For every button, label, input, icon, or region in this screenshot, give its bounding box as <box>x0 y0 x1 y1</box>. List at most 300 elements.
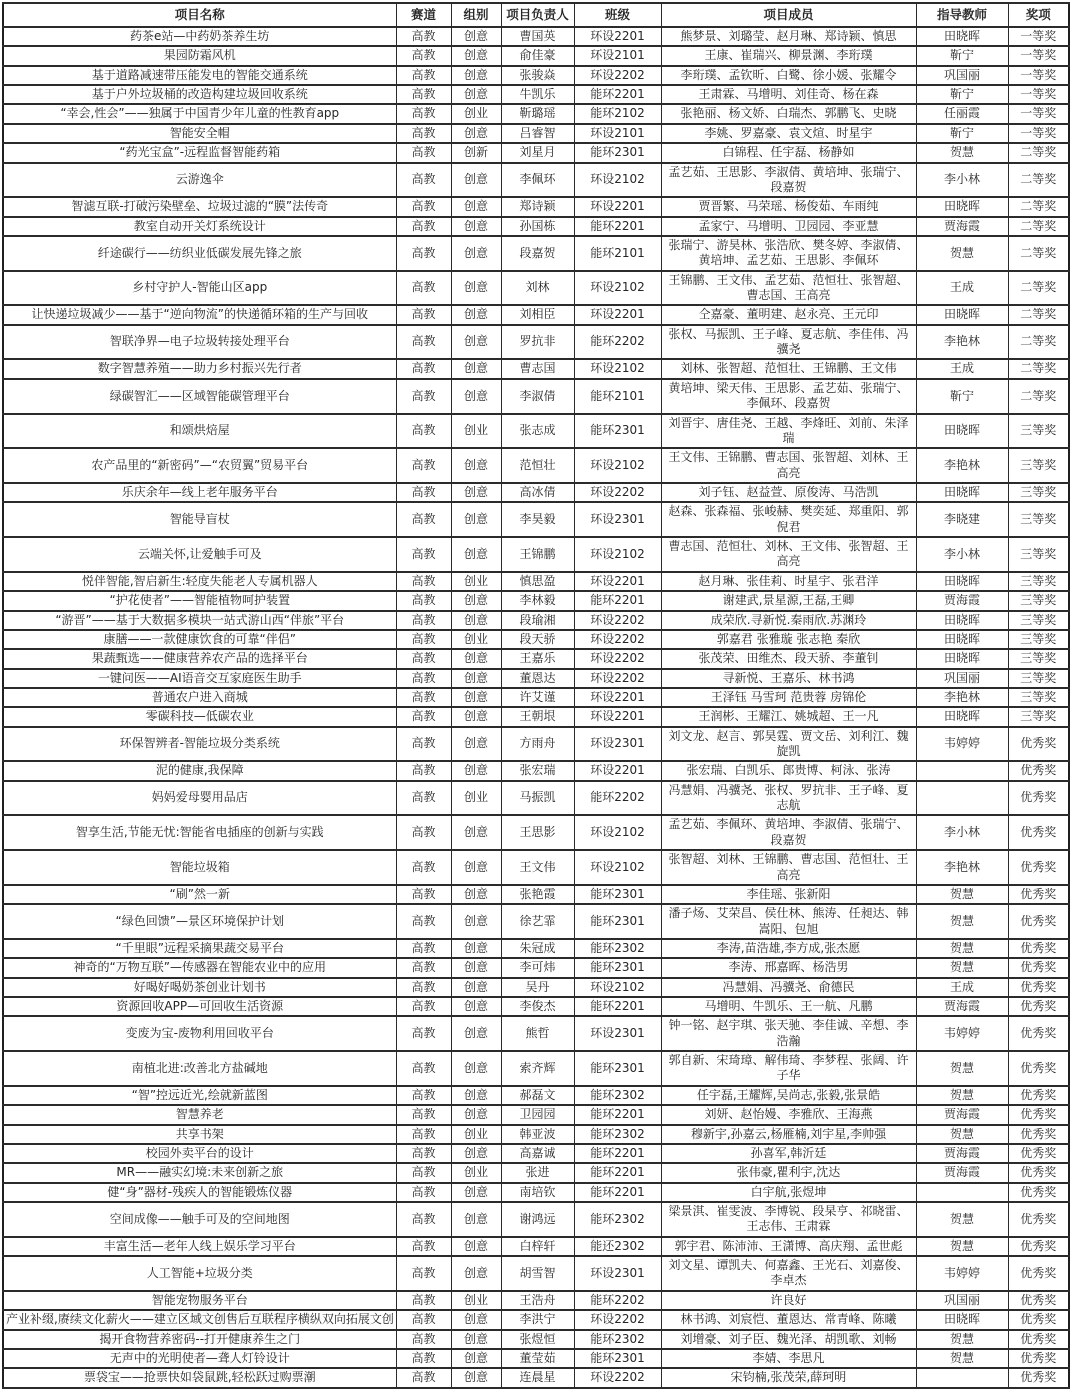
table-row <box>3 850 1069 885</box>
cell-track: 高教 <box>396 163 451 198</box>
cell-award: 二等奖 <box>1008 163 1069 198</box>
cell-project-name: “幸会,性会”——独属于中国青少年儿童的性教育app <box>3 104 396 123</box>
cell-teacher: 贺慧 <box>916 1349 1008 1368</box>
cell-award: 三等奖 <box>1008 537 1069 572</box>
cell-leader: 连晨星 <box>501 1368 574 1387</box>
cell-group: 创意 <box>451 1183 501 1202</box>
cell-track: 高教 <box>396 611 451 630</box>
cell-members: 潘子炀、艾荣昌、侯仕林、熊涛、任昶达、韩嵩阳、包旭 <box>661 904 916 939</box>
cell-members: 王肃霖、马增明、刘佳奇、杨在森 <box>661 85 916 104</box>
cell-track: 高教 <box>396 502 451 537</box>
cell-class: 环设2202 <box>574 483 661 502</box>
cell-members: 张宏瑞、白凯乐、郎贵博、柯泳、张涛 <box>661 761 916 780</box>
table-row <box>3 1349 1069 1368</box>
cell-track: 高教 <box>396 1368 451 1387</box>
cell-track: 高教 <box>396 104 451 123</box>
cell-leader: 徐艺霏 <box>501 904 574 939</box>
cell-teacher: 贾海霞 <box>916 591 1008 610</box>
cell-track: 高教 <box>396 143 451 162</box>
cell-leader: 索齐辉 <box>501 1051 574 1086</box>
cell-award: 三等奖 <box>1008 669 1069 688</box>
cell-track: 高教 <box>396 885 451 904</box>
cell-leader: 张艳霞 <box>501 885 574 904</box>
cell-track: 高教 <box>396 781 451 816</box>
cell-award: 优秀奖 <box>1008 1183 1069 1202</box>
cell-leader: 高嘉诚 <box>501 1144 574 1163</box>
cell-leader: 李林毅 <box>501 591 574 610</box>
cell-group: 创意 <box>451 815 501 850</box>
cell-track: 高教 <box>396 27 451 46</box>
cell-award: 优秀奖 <box>1008 1016 1069 1051</box>
cell-project-name: “智”控远近光,绘就新蓝图 <box>3 1086 396 1105</box>
cell-track: 高教 <box>396 815 451 850</box>
cell-track: 高教 <box>396 1086 451 1105</box>
cell-group: 创意 <box>451 904 501 939</box>
cell-class: 能环2302 <box>574 1202 661 1237</box>
cell-members: 孟家宁、马增明、卫园园、李亚慧 <box>661 217 916 236</box>
cell-members: 刘妍、赵怡嫚、李雅欣、王海燕 <box>661 1105 916 1124</box>
cell-members: 梁景淇、崔雯波、李博锐、段杲亨、祁晓雷、王志伟、王肃霖 <box>661 1202 916 1237</box>
cell-class: 能环2202 <box>574 781 661 816</box>
cell-track: 高教 <box>396 448 451 483</box>
col-header-award: 奖项 <box>1008 3 1069 27</box>
cell-members: 熊梦景、刘璐莹、赵月琳、郑诗颖、慎思 <box>661 27 916 46</box>
table-body <box>3 27 1069 1388</box>
cell-track: 高教 <box>396 761 451 780</box>
cell-track: 高教 <box>396 483 451 502</box>
table-row <box>3 104 1069 123</box>
cell-members: 张瑞宁、游昊林、张浩欣、樊冬婷、李淑倩、黄培坤、孟艺茹、王思影、李佩环 <box>661 236 916 271</box>
table-row <box>3 502 1069 537</box>
cell-group: 创意 <box>451 1237 501 1256</box>
cell-group: 创意 <box>451 1310 501 1329</box>
cell-track: 高教 <box>396 572 451 591</box>
table-row <box>3 46 1069 65</box>
cell-group: 创意 <box>451 1105 501 1124</box>
table-row <box>3 1163 1069 1182</box>
cell-group: 创意 <box>451 1144 501 1163</box>
cell-track: 高教 <box>396 688 451 707</box>
cell-leader: 南培钦 <box>501 1183 574 1202</box>
cell-class: 能环2201 <box>574 85 661 104</box>
table-row <box>3 958 1069 977</box>
table-header <box>3 3 1069 27</box>
cell-teacher: 田晓晖 <box>916 572 1008 591</box>
cell-project-name: 零碳科技—低碳农业 <box>3 707 396 726</box>
table-row <box>3 1368 1069 1387</box>
table-row <box>3 414 1069 449</box>
cell-award: 优秀奖 <box>1008 1256 1069 1291</box>
table-row <box>3 885 1069 904</box>
cell-members: 王锦鹏、王文伟、孟艺茹、范恒壮、张智超、曹志国、王高亮 <box>661 271 916 306</box>
cell-group: 创意 <box>451 1349 501 1368</box>
cell-project-name: “刷”然一新 <box>3 885 396 904</box>
cell-project-name: 神奇的“万物互联”—传感器在智能农业中的应用 <box>3 958 396 977</box>
cell-class: 环设2102 <box>574 850 661 885</box>
cell-award: 优秀奖 <box>1008 1291 1069 1310</box>
cell-leader: 韩亚波 <box>501 1125 574 1144</box>
cell-track: 高教 <box>396 1349 451 1368</box>
cell-members: 黄培坤、梁天伟、王思影、孟艺茹、张瑞宁、李佩环、段嘉贺 <box>661 379 916 414</box>
cell-project-name: 好喝好喝奶茶创业计划书 <box>3 978 396 997</box>
cell-members: 郭自新、宋琦璋、解伟琦、李梦程、张阔、许子华 <box>661 1051 916 1086</box>
cell-leader: 王浩舟 <box>501 1291 574 1310</box>
cell-leader: 熊哲 <box>501 1016 574 1051</box>
cell-class: 环设2202 <box>574 630 661 649</box>
cell-award: 二等奖 <box>1008 359 1069 378</box>
cell-teacher: 贺慧 <box>916 1330 1008 1349</box>
cell-group: 创意 <box>451 163 501 198</box>
cell-project-name: “千里眼”远程采摘果蔬交易平台 <box>3 939 396 958</box>
table-row <box>3 27 1069 46</box>
cell-group: 创业 <box>451 414 501 449</box>
cell-project-name: 智享生活,节能无忧:智能省电插座的创新与实践 <box>3 815 396 850</box>
table-row <box>3 572 1069 591</box>
cell-teacher: 李艳林 <box>916 688 1008 707</box>
cell-award: 一等奖 <box>1008 66 1069 85</box>
cell-teacher: 田晓晖 <box>916 305 1008 324</box>
cell-leader: 王文伟 <box>501 850 574 885</box>
cell-teacher: 巩国丽 <box>916 669 1008 688</box>
cell-project-name: 共享书架 <box>3 1125 396 1144</box>
cell-teacher: 李小林 <box>916 815 1008 850</box>
cell-class: 环设2201 <box>574 761 661 780</box>
cell-leader: 罗抗非 <box>501 325 574 360</box>
cell-leader: 李洪宁 <box>501 1310 574 1329</box>
cell-class: 环设2301 <box>574 502 661 537</box>
cell-members: 张伟豪,瞿利宇,沈达 <box>661 1163 916 1182</box>
cell-group: 创意 <box>451 850 501 885</box>
table-row <box>3 1202 1069 1237</box>
cell-leader: 李可炜 <box>501 958 574 977</box>
cell-class: 环设2101 <box>574 124 661 143</box>
cell-group: 创业 <box>451 1291 501 1310</box>
col-header-members: 项目成员 <box>661 3 916 27</box>
cell-project-name: 药茶e站—中药奶茶养生坊 <box>3 27 396 46</box>
cell-class: 能环2301 <box>574 143 661 162</box>
table-row <box>3 163 1069 198</box>
cell-group: 创意 <box>451 124 501 143</box>
cell-teacher: 李艳林 <box>916 850 1008 885</box>
table-row <box>3 669 1069 688</box>
cell-teacher: 韦婷婷 <box>916 727 1008 762</box>
cell-members: 李婧、李思凡 <box>661 1349 916 1368</box>
cell-group: 创意 <box>451 591 501 610</box>
cell-project-name: 智能宠物服务平台 <box>3 1291 396 1310</box>
cell-class: 环设2301 <box>574 1016 661 1051</box>
cell-award: 三等奖 <box>1008 649 1069 668</box>
cell-members: 孟艺茹、李佩环、黄培坤、李淑倩、张瑞宁、段嘉贺 <box>661 815 916 850</box>
cell-teacher: 田晓晖 <box>916 649 1008 668</box>
table-row <box>3 236 1069 271</box>
table-row <box>3 143 1069 162</box>
cell-class: 环设2202 <box>574 611 661 630</box>
cell-members: 王文伟、王锦鹏、曹志国、张智超、刘林、王高亮 <box>661 448 916 483</box>
table-row <box>3 688 1069 707</box>
cell-class: 环设2201 <box>574 197 661 216</box>
cell-leader: 张骏焱 <box>501 66 574 85</box>
cell-track: 高教 <box>396 1144 451 1163</box>
cell-class: 环设2301 <box>574 727 661 762</box>
cell-group: 创意 <box>451 217 501 236</box>
table-row <box>3 305 1069 324</box>
cell-project-name: 南植北进:改善北方盐碱地 <box>3 1051 396 1086</box>
cell-class: 环设2102 <box>574 978 661 997</box>
cell-leader: 马振凯 <box>501 781 574 816</box>
cell-members: 穆新宇,孙嘉云,杨雁楠,刘宇星,李帅强 <box>661 1125 916 1144</box>
cell-award: 二等奖 <box>1008 197 1069 216</box>
cell-class: 环设2202 <box>574 669 661 688</box>
awards-table <box>2 2 1070 1389</box>
cell-leader: 吕睿智 <box>501 124 574 143</box>
cell-teacher: 贺慧 <box>916 1051 1008 1086</box>
cell-teacher <box>916 1183 1008 1202</box>
cell-teacher: 王成 <box>916 359 1008 378</box>
cell-award: 一等奖 <box>1008 85 1069 104</box>
cell-track: 高教 <box>396 1256 451 1291</box>
cell-leader: 吴丹 <box>501 978 574 997</box>
table-row <box>3 978 1069 997</box>
cell-class: 能环2102 <box>574 104 661 123</box>
cell-project-name: 基于户外垃圾桶的改造构建垃圾回收系统 <box>3 85 396 104</box>
cell-award: 优秀奖 <box>1008 1368 1069 1387</box>
cell-teacher: 贺慧 <box>916 1237 1008 1256</box>
table-row <box>3 271 1069 306</box>
col-header-group: 组别 <box>451 3 501 27</box>
cell-track: 高教 <box>396 414 451 449</box>
table-row <box>3 217 1069 236</box>
cell-project-name: 农产品里的“新密码”—“农贸翼”贸易平台 <box>3 448 396 483</box>
cell-members: 谢建武,景星源,王磊,王卿 <box>661 591 916 610</box>
cell-members: 李姚、罗嘉豪、袁文煊、时星宇 <box>661 124 916 143</box>
cell-award: 优秀奖 <box>1008 727 1069 762</box>
cell-project-name: 普通农户进入商城 <box>3 688 396 707</box>
cell-award: 优秀奖 <box>1008 815 1069 850</box>
cell-teacher: 贾海霞 <box>916 217 1008 236</box>
cell-class: 能环2101 <box>574 236 661 271</box>
cell-award: 二等奖 <box>1008 305 1069 324</box>
table-row <box>3 379 1069 414</box>
cell-leader: 刘林 <box>501 271 574 306</box>
cell-track: 高教 <box>396 1237 451 1256</box>
cell-teacher: 巩国丽 <box>916 66 1008 85</box>
table-row <box>3 1051 1069 1086</box>
cell-members: 宋钧楠,张茂荣,薛珂明 <box>661 1368 916 1387</box>
cell-members: 赵月琳、张佳莉、时星宇、张君洋 <box>661 572 916 591</box>
cell-teacher: 贺慧 <box>916 1202 1008 1237</box>
cell-teacher <box>916 781 1008 816</box>
cell-track: 高教 <box>396 325 451 360</box>
cell-award: 优秀奖 <box>1008 1237 1069 1256</box>
cell-track: 高教 <box>396 939 451 958</box>
cell-track: 高教 <box>396 236 451 271</box>
cell-teacher: 贺慧 <box>916 939 1008 958</box>
cell-teacher <box>916 1368 1008 1387</box>
cell-class: 能环2101 <box>574 379 661 414</box>
table-row <box>3 727 1069 762</box>
cell-project-name: 妈妈爱母婴用品店 <box>3 781 396 816</box>
cell-teacher: 韦婷婷 <box>916 1016 1008 1051</box>
cell-award: 优秀奖 <box>1008 958 1069 977</box>
table-row <box>3 611 1069 630</box>
cell-project-name: 健“身”器材-残疾人的智能锻炼仪器 <box>3 1183 396 1202</box>
cell-award: 优秀奖 <box>1008 1310 1069 1329</box>
cell-group: 创意 <box>451 305 501 324</box>
cell-group: 创意 <box>451 197 501 216</box>
cell-class: 能环2201 <box>574 1163 661 1182</box>
cell-members: 李涛,苗浩雄,李方成,张杰愿 <box>661 939 916 958</box>
cell-teacher: 田晓晖 <box>916 483 1008 502</box>
table-row <box>3 124 1069 143</box>
cell-group: 创意 <box>451 997 501 1016</box>
cell-members: 刘文龙、赵言、郭昊霆、贾文岳、刘利江、魏旋凯 <box>661 727 916 762</box>
cell-group: 创意 <box>451 502 501 537</box>
cell-members: 刘子钰、赵益萱、原俊涛、马浩凯 <box>661 483 916 502</box>
cell-track: 高教 <box>396 649 451 668</box>
cell-group: 创意 <box>451 978 501 997</box>
cell-class: 能环2202 <box>574 1291 661 1310</box>
cell-track: 高教 <box>396 85 451 104</box>
cell-leader: 牛凯乐 <box>501 85 574 104</box>
cell-project-name: 果蔬甄选——健康营养农产品的选择平台 <box>3 649 396 668</box>
cell-group: 创新 <box>451 143 501 162</box>
cell-teacher: 靳宁 <box>916 124 1008 143</box>
cell-teacher: 贾海霞 <box>916 1144 1008 1163</box>
cell-track: 高教 <box>396 1016 451 1051</box>
cell-project-name: 云游逸伞 <box>3 163 396 198</box>
cell-group: 创意 <box>451 707 501 726</box>
cell-teacher: 靳宁 <box>916 379 1008 414</box>
cell-group: 创意 <box>451 483 501 502</box>
cell-group: 创意 <box>451 1016 501 1051</box>
cell-members: 刘文星、谭凯夫、何嘉鑫、王光石、刘嘉俊、李卓杰 <box>661 1256 916 1291</box>
cell-project-name: 教室自动开关灯系统设计 <box>3 217 396 236</box>
cell-class: 环设2102 <box>574 448 661 483</box>
cell-leader: 张煜恒 <box>501 1330 574 1349</box>
col-header-class: 班级 <box>574 3 661 27</box>
cell-teacher: 贺慧 <box>916 904 1008 939</box>
cell-project-name: 绿碳智汇——区域智能碳管理平台 <box>3 379 396 414</box>
table-row <box>3 66 1069 85</box>
cell-track: 高教 <box>396 1125 451 1144</box>
cell-teacher: 田晓晖 <box>916 611 1008 630</box>
cell-leader: 王嘉乐 <box>501 649 574 668</box>
cell-award: 三等奖 <box>1008 630 1069 649</box>
cell-group: 创意 <box>451 1202 501 1237</box>
cell-leader: 郝磊文 <box>501 1086 574 1105</box>
cell-project-name: 人工智能+垃圾分类 <box>3 1256 396 1291</box>
cell-project-name: 悦伴智能,智启新生:轻度失能老人专属机器人 <box>3 572 396 591</box>
cell-project-name: 丰富生活—老年人线上娱乐学习平台 <box>3 1237 396 1256</box>
cell-class: 环设2201 <box>574 572 661 591</box>
cell-teacher: 李晓建 <box>916 502 1008 537</box>
cell-members: 白锦程、任宇磊、杨静如 <box>661 143 916 162</box>
cell-members: 刘晋宇、唐佳尧、王越、李烽旺、刘前、朱泽瑞 <box>661 414 916 449</box>
cell-track: 高教 <box>396 591 451 610</box>
cell-award: 优秀奖 <box>1008 1105 1069 1124</box>
cell-group: 创意 <box>451 939 501 958</box>
cell-track: 高教 <box>396 359 451 378</box>
cell-group: 创意 <box>451 359 501 378</box>
cell-project-name: 无声中的光明使者—聋人灯铃设计 <box>3 1349 396 1368</box>
cell-leader: 段天骄 <box>501 630 574 649</box>
cell-class: 环设2202 <box>574 1310 661 1329</box>
cell-award: 一等奖 <box>1008 27 1069 46</box>
cell-award: 优秀奖 <box>1008 781 1069 816</box>
table-row <box>3 761 1069 780</box>
cell-track: 高教 <box>396 1202 451 1237</box>
table-row <box>3 707 1069 726</box>
cell-award: 二等奖 <box>1008 143 1069 162</box>
cell-teacher: 贺慧 <box>916 1086 1008 1105</box>
cell-class: 能环2302 <box>574 1330 661 1349</box>
cell-leader: 靳璐瑶 <box>501 104 574 123</box>
cell-project-name: 让快递垃圾减少——基于“逆向物流”的快递循环箱的生产与回收 <box>3 305 396 324</box>
cell-project-name: 智能垃圾箱 <box>3 850 396 885</box>
cell-teacher: 任丽霞 <box>916 104 1008 123</box>
cell-group: 创意 <box>451 271 501 306</box>
cell-project-name: 票袋宝——抢票快如袋鼠跳,轻松跃过购票潮 <box>3 1368 396 1387</box>
table-row <box>3 904 1069 939</box>
cell-members: 许良好 <box>661 1291 916 1310</box>
cell-members: 张茂荣、田维杰、段天骄、李董钊 <box>661 649 916 668</box>
cell-teacher: 巩国丽 <box>916 1291 1008 1310</box>
cell-leader: 李俊杰 <box>501 997 574 1016</box>
cell-award: 一等奖 <box>1008 46 1069 65</box>
cell-teacher: 田晓晖 <box>916 1310 1008 1329</box>
cell-leader: 孙国栋 <box>501 217 574 236</box>
cell-award: 优秀奖 <box>1008 850 1069 885</box>
cell-leader: 刘星月 <box>501 143 574 162</box>
cell-class: 能环2301 <box>574 904 661 939</box>
table-row <box>3 815 1069 850</box>
cell-teacher: 贺慧 <box>916 143 1008 162</box>
cell-members: 冯慧娟、冯骥尧、张权、罗抗非、王子峰、夏志航 <box>661 781 916 816</box>
cell-leader: 范恒壮 <box>501 448 574 483</box>
table-row <box>3 1256 1069 1291</box>
cell-award: 三等奖 <box>1008 611 1069 630</box>
table-row <box>3 1183 1069 1202</box>
cell-class: 环设2102 <box>574 537 661 572</box>
cell-teacher: 李艳林 <box>916 325 1008 360</box>
cell-track: 高教 <box>396 630 451 649</box>
cell-members: 寻新悦、王嘉乐、林书鸿 <box>661 669 916 688</box>
cell-project-name: “绿色回馈”—景区环境保护计划 <box>3 904 396 939</box>
cell-members: 曹志国、范恒壮、刘林、王文伟、张智超、王高亮 <box>661 537 916 572</box>
header-row <box>3 3 1069 27</box>
cell-teacher: 靳宁 <box>916 46 1008 65</box>
cell-award: 优秀奖 <box>1008 1051 1069 1086</box>
cell-award: 三等奖 <box>1008 483 1069 502</box>
cell-class: 环设2102 <box>574 271 661 306</box>
cell-members: 王润彬、王耀江、姚城超、王一凡 <box>661 707 916 726</box>
cell-leader: 张进 <box>501 1163 574 1182</box>
cell-project-name: 揭开食物营养密码--打开健康养生之门 <box>3 1330 396 1349</box>
cell-members: 刘增豪、刘子臣、魏光泽、胡凯歌、刘畅 <box>661 1330 916 1349</box>
cell-class: 能还2302 <box>574 1237 661 1256</box>
cell-project-name: 智滤互联-打破污染壁垒、垃圾过滤的“膜”法传奇 <box>3 197 396 216</box>
table-row <box>3 1144 1069 1163</box>
cell-members: 赵森、张森福、张峻赫、樊奕延、郑重阳、郭倪君 <box>661 502 916 537</box>
cell-class: 能环2201 <box>574 997 661 1016</box>
cell-track: 高教 <box>396 958 451 977</box>
cell-track: 高教 <box>396 1051 451 1086</box>
cell-members: 马增明、牛凯乐、王一航、凡鹏 <box>661 997 916 1016</box>
cell-award: 优秀奖 <box>1008 1086 1069 1105</box>
cell-class: 能环2201 <box>574 217 661 236</box>
cell-award: 优秀奖 <box>1008 885 1069 904</box>
cell-members: 冯慧娟、冯骥尧、俞德民 <box>661 978 916 997</box>
